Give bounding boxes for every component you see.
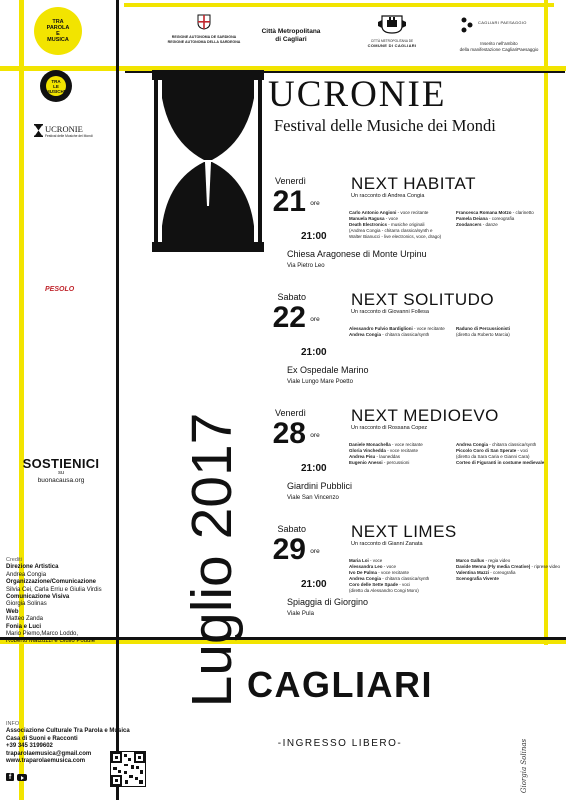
performer-name: Alessandro Fulvio Bardiglioni <box>349 326 413 331</box>
comune-cagliari-logo <box>357 14 427 48</box>
event-time: 21:00 <box>301 579 327 590</box>
performer-name: Zoodancers <box>456 222 482 227</box>
performer-role: - voce <box>382 564 397 569</box>
performers-col-2 <box>456 326 510 338</box>
event-venue: Spiaggia di Giorgino <box>287 597 369 607</box>
performer-name: Raduno di Percussionisti <box>456 326 511 331</box>
event-title: NEXT MEDIOEVO <box>351 406 499 425</box>
ucronie-small-subtitle: Festival delle Musiche dei Mondi <box>45 134 93 138</box>
credits-line: Giorgia Solinas <box>6 601 47 608</box>
performer-name: Eugenio Anessi <box>349 460 383 465</box>
city-name: CAGLIARI <box>247 664 433 705</box>
performer-role: - percussioni <box>382 460 410 465</box>
credits-heading: Crediti <box>6 557 22 563</box>
performer-role: - chitarra classica/synth <box>381 576 430 581</box>
paesaggio-name: CAGLIARI PAESAGGIO <box>478 20 527 25</box>
performer-role: - clarinetto <box>511 210 534 215</box>
performer-role: - chitarra classica/synth <box>381 332 430 337</box>
performer-name: Andrea Pisu <box>349 454 376 459</box>
performer-name: Andrea Congia <box>456 442 489 447</box>
credits-line: Mario Piemo,Marco Loddo, <box>6 631 79 638</box>
logo-text: MUSICA <box>47 37 69 43</box>
event-date-number: 29 <box>272 533 306 566</box>
ingresso-libero: -INGRESSO LIBERO- <box>277 738 403 749</box>
event-subtitle: Un racconto di Andrea Congia <box>351 193 425 199</box>
yellow-line-upper <box>124 3 554 7</box>
credits-heading-line: Comunicazione Visiva <box>6 594 70 601</box>
performer-name: Marco Gallus <box>456 558 485 563</box>
info-heading: INFO <box>6 721 20 727</box>
qr-code-icon <box>111 752 145 786</box>
pesolo-logo <box>45 286 74 293</box>
crest-icon <box>377 14 407 34</box>
performer-name: Daniele Monachella <box>349 442 391 447</box>
citta-metropolitana <box>256 28 326 44</box>
event-date-number: 21 <box>272 185 306 218</box>
event-title: NEXT SOLITUDO <box>351 290 495 309</box>
paesaggio-text: Inserito nell'ambito <box>480 41 518 46</box>
performer-role: - coreografia <box>489 570 516 575</box>
performer-name: Andrea Congia <box>349 576 382 581</box>
sostienici-link[interactable]: buonacausa.org <box>37 477 85 484</box>
performer-role: - regia video <box>484 558 511 563</box>
credits-line: Roberto Matzuzzi e Giulio Poddie <box>6 638 96 645</box>
youtube-icon[interactable] <box>17 774 27 781</box>
credits-heading-line: Fonia e Luci <box>6 623 42 630</box>
performer-role: - voce recitante <box>396 210 429 215</box>
performers-col-2 <box>456 558 560 582</box>
event-day: Sabato <box>277 524 306 534</box>
credits-line: Matteo Zanda <box>6 616 44 623</box>
performer-role: - launeddas <box>375 454 401 459</box>
sostienici-title: SOSTIENICI <box>22 456 100 471</box>
event-venue: Ex Ospedale Marino <box>287 365 369 375</box>
event-subtitle: Un racconto di Gianni Zanata <box>351 541 423 547</box>
logo-text: MUSICHE <box>46 89 67 94</box>
performer-name: Pamela Deiana <box>456 216 488 221</box>
event-title: NEXT HABITAT <box>351 174 477 193</box>
info-heading-line: Associazione Culturale Tra Parola e Musica <box>6 728 130 735</box>
performer-line <box>349 588 429 594</box>
performer-name: Coro delle Sette Spade <box>349 582 399 587</box>
performer-role: - musiche originali <box>387 222 425 227</box>
paesaggio-icon <box>460 16 474 34</box>
performer-role: - voce recitante <box>385 448 418 453</box>
performer-role: - danze <box>481 222 498 227</box>
event-time: 21:00 <box>301 347 327 358</box>
credits-block <box>6 557 114 646</box>
performer-line <box>349 460 423 466</box>
paesaggio-text: della manifestazione CagliariPaesaggio <box>459 47 539 52</box>
coat-of-arms-icon <box>197 14 211 30</box>
credits-heading-line: Direzione Artistica <box>6 564 59 571</box>
logo-text: TRA <box>52 19 64 25</box>
performer-name: Maria Loi <box>349 558 369 563</box>
performer-name: Ivo De Palma <box>349 570 378 575</box>
performer-line <box>349 234 441 240</box>
performers-col-1 <box>349 558 429 594</box>
performer-role: - voce recitante <box>412 326 445 331</box>
event-subtitle: Un racconto di Rossana Copez <box>351 425 428 431</box>
performer-role: - voce recitante <box>377 570 410 575</box>
performer-name: Corteo di Figuranti in costume medievale <box>456 460 545 465</box>
festival-title: UCRONIE <box>268 74 447 115</box>
performer-role: - voce recitante <box>390 442 423 447</box>
performer-role: - chitarra classica/synth <box>488 442 537 447</box>
performer-name: Death Electronics <box>349 222 388 227</box>
performer-role: - riprese video <box>530 564 561 569</box>
logo-text: TRA <box>51 79 61 84</box>
performer-name: Andrea Congia <box>349 332 382 337</box>
event-ore: ore <box>310 432 320 439</box>
performer-name: Alessandra Leo <box>349 564 383 569</box>
performers-col-2 <box>456 210 534 228</box>
black-line-vertical <box>116 0 119 800</box>
performer-role: - voce <box>368 558 383 563</box>
credits-heading-line: Web <box>6 608 19 615</box>
comune-text: CITTÀ METROPOLITANA DE <box>370 39 414 43</box>
event-date-number: 28 <box>272 417 306 450</box>
qr-code[interactable] <box>110 751 146 787</box>
performers-col-1 <box>349 210 441 240</box>
info-heading-line: traparolaemusica@gmail.com <box>6 750 92 757</box>
festival-subtitle: Festival delle Musiche dei Mondi <box>274 116 496 135</box>
performer-name: Piccolo Coro di San Sperate <box>456 448 517 453</box>
event-address: Viale Pula <box>287 611 314 617</box>
performer-role: (diretto da Alessandro Congi Moro) <box>349 588 419 593</box>
comune-text: COMUNE DI CAGLIARI <box>367 43 417 48</box>
event-time: 21:00 <box>301 463 327 474</box>
event-day: Venerdì <box>274 176 306 186</box>
performer-line <box>456 460 544 466</box>
performer-name: Francesca Romana Motzo <box>456 210 512 215</box>
regione-text: REGIONE AUTONOMA DE SARDIGNA <box>171 35 237 39</box>
event-venue: Chiesa Aragonese di Monte Urpinu <box>287 249 427 259</box>
info-heading-line: Casa di Suoni e Racconti <box>6 735 78 742</box>
performers-col-2 <box>456 442 544 466</box>
hourglass-icon <box>34 124 43 137</box>
pesolo-text: PESOLO <box>45 286 75 293</box>
metro-text: di Cagliari <box>275 36 307 43</box>
performer-line <box>456 576 560 582</box>
performer-name: Manuela Ragusa <box>349 216 385 221</box>
info-heading-line: www.traparolaemusica.com <box>6 758 86 765</box>
info-heading-line: +39 345 3199602 <box>6 743 53 750</box>
performer-name: Scenografia Vivente <box>456 576 499 581</box>
hourglass-icon <box>146 70 270 252</box>
performer-line <box>456 332 510 338</box>
credits-heading-line: Organizzazione/Comunicazione <box>6 579 97 586</box>
event-ore: ore <box>310 200 320 207</box>
performer-role: - coreografia <box>487 216 515 221</box>
performer-role: - voce <box>384 216 399 221</box>
regione-text: REGIONE AUTONOMA DELLA SARDEGNA <box>167 39 241 44</box>
event-address: Viale San Vincenzo <box>287 495 339 501</box>
tra-le-musiche-logo <box>40 70 72 102</box>
event-time: 21:00 <box>301 231 327 242</box>
event-day: Sabato <box>277 292 306 302</box>
event-day: Venerdì <box>274 408 306 418</box>
event-address: Viale Lungo Mare Poetto <box>287 379 353 385</box>
event-ore: ore <box>310 316 320 323</box>
yellow-line-left <box>19 0 24 800</box>
regione-sardegna-logo <box>156 14 252 44</box>
performer-role: - voci <box>398 582 411 587</box>
yellow-line-right <box>544 0 548 645</box>
month-year: Luglio 2017 <box>180 412 244 708</box>
performer-role: Walter Bianucci - live electronics, voce, drago) <box>349 234 442 239</box>
credits-line: Silvia Cei, Carla Erriu e Giulia Virdis <box>6 586 102 593</box>
event-subtitle: Un racconto di Giovanni Follesa <box>351 309 429 315</box>
ucronie-small-title: UCRONIE <box>45 124 83 134</box>
designer-signature: Giorgia Solinas <box>520 738 528 794</box>
performer-role: (Andrea Congia - chitarra classica/synth e <box>349 228 433 233</box>
performers-col-1 <box>349 442 423 466</box>
event-ore: ore <box>310 548 320 555</box>
performer-role: - voci <box>516 448 529 453</box>
performer-name: Davide Menna (Fly media Creative) <box>456 564 531 569</box>
event-address: Via Pietro Leo <box>287 263 325 269</box>
facebook-icon[interactable]: f <box>6 773 14 781</box>
event-date-number: 22 <box>272 301 306 334</box>
performers-col-1 <box>349 326 445 338</box>
tra-parola-logo <box>34 7 82 55</box>
logo-text: E <box>56 31 60 37</box>
performer-name: Carlo Antonio Angioni <box>349 210 397 215</box>
performer-name: Valentina Mazzi <box>456 570 490 575</box>
logo-text: LE <box>53 84 59 89</box>
credits-line: Andrea Congia <box>6 571 47 578</box>
event-venue: Giardini Pubblici <box>287 481 353 491</box>
logo-text: PAROLA <box>46 25 70 31</box>
performer-line <box>456 222 534 228</box>
metro-text: Città Metropolitana <box>261 28 321 35</box>
event-title: NEXT LIMES <box>351 522 457 541</box>
performer-line <box>349 332 445 338</box>
sostienici-su: su <box>58 470 64 476</box>
performer-role: (diretto da Sara Caria e Gianni Cara) <box>456 454 530 459</box>
info-block <box>6 721 130 765</box>
performer-name: Gloria Vinchedda <box>349 448 386 453</box>
performer-role: (diretto da Roberto Marcia) <box>456 332 510 337</box>
